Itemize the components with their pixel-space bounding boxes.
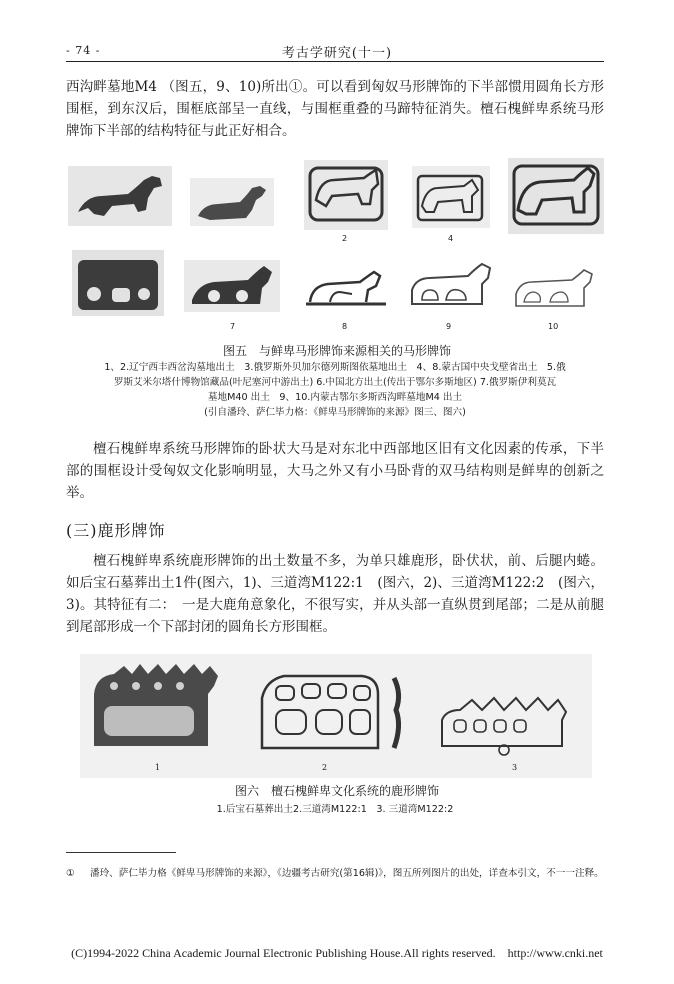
header-rule: [66, 61, 604, 62]
figure-5-caption-line-3: 墓地M40 出土 9、10.内蒙古鄂尔多斯西沟畔墓地M4 出土: [207, 392, 463, 403]
paragraph-1: [66, 76, 604, 142]
figure-5-label-9: 9: [446, 322, 452, 331]
figure-5-caption-line-1: 1、2.辽宁西丰西岔沟墓地出土 3.俄罗斯外贝加尔德列斯图依墓地出土 4、8.蒙古国中央戈壁省出土 5.俄: [104, 362, 566, 373]
footnote: [66, 866, 604, 882]
figure-5-image-9: [406, 260, 496, 312]
figure-6-label-2: 2: [322, 763, 328, 772]
footnote-mark: ①: [66, 868, 75, 879]
figure-6-label-3: 3: [512, 763, 518, 772]
figure-5-title: 图五 与鲜卑马形牌饰来源相关的马形牌饰: [222, 344, 451, 358]
figure-5-image-4: [412, 166, 490, 228]
footnote-rule: [66, 852, 176, 853]
copyright-line: (C)1994-2022 China Academic Journal Electronic Publishing House.All rights reserved. http://www.cnki.net: [71, 946, 603, 960]
paragraph-3: [66, 550, 604, 638]
figure-5-image-7: [184, 260, 280, 312]
figure-5-image-10: [510, 266, 600, 312]
paragraph-2-text: 檀石槐鲜卑系统马形牌饰的卧状大马是对东北中西部地区旧有文化因素的传承，下半部的围框设计受匈奴文化影响明显，大马之外又有小马卧背的双马结构则是鲜卑的创新之举。: [66, 441, 604, 501]
figure-5-label-4: 4: [448, 234, 454, 243]
paragraph-2: [66, 438, 604, 504]
figure-5-label-8: 8: [342, 322, 348, 331]
page-number: - 74 -: [66, 44, 101, 57]
figure-5-label-2: 2: [342, 234, 348, 243]
footnote-text: 潘玲、萨仁毕力格《鲜卑马形牌饰的来源》，《边疆考古研究(第16辑)》，图五所列图片的出处，详查本引文，不一一注释。: [90, 868, 604, 879]
figure-6: [80, 654, 592, 778]
paragraph-1-text: 西沟畔墓地M4 （图五，9、10)所出①。可以看到匈奴马形牌饰的下半部惯用圆角长方形围框，到东汉后，围框底部呈一直线，与围框重叠的马蹄特征消失。檀石槐鲜卑系统马形牌饰下半部的结构特征与此正好相合。: [66, 79, 604, 139]
figure-6-label-1: 1: [155, 763, 161, 772]
figure-5-label-10: 10: [548, 322, 559, 331]
figure-5-image-6: [72, 250, 164, 316]
figure-5-label-7: 7: [230, 322, 236, 331]
figure-5-caption: [66, 360, 604, 420]
paragraph-3-text: 檀石槐鲜卑系统鹿形牌饰的出土数量不多，为单只雄鹿形，卧伏状，前、后腿内蜷。如后宝石墓葬出土1件(图六，1)、三道湾M122:1 (图六，2)、三道湾M122:2 (图六，3)。其特征有二： 一是大鹿角意象化，不很写实，并从头部一直纵贯到尾部；二是从前腿到尾部形成一个下部封闭的圆角长方形围框。: [66, 553, 604, 635]
figure-5-image-3: [304, 160, 388, 230]
figure-5: [66, 158, 604, 338]
figure-5-image-8: [300, 266, 392, 312]
figure-5-image-5: [508, 158, 604, 234]
figure-5-image-2: [190, 178, 274, 226]
journal-title: 考古学研究(十一): [281, 46, 393, 61]
figure-6-title: 图六 檀石槐鲜卑文化系统的鹿形牌饰: [234, 784, 439, 798]
section-heading: (三)鹿形牌饰: [66, 521, 166, 540]
figure-6-image-1: [94, 664, 218, 746]
figure-5-image-1: [68, 166, 172, 226]
figure-6-caption: 1.后宝石墓葬出土2.三道湾M122:1 3. 三道湾M122:2: [216, 804, 454, 815]
figure-5-caption-line-4: (引自潘玲、萨仁毕力格：《鲜卑马形牌饰的来源》图三、图六): [204, 407, 466, 418]
figure-5-caption-line-2: 罗斯艾米尔塔什博物馆藏品(叶尼塞河中游出土) 6.中国北方出土(传出于鄂尔多斯地区) 7.俄罗斯伊利莫瓦: [113, 377, 557, 388]
